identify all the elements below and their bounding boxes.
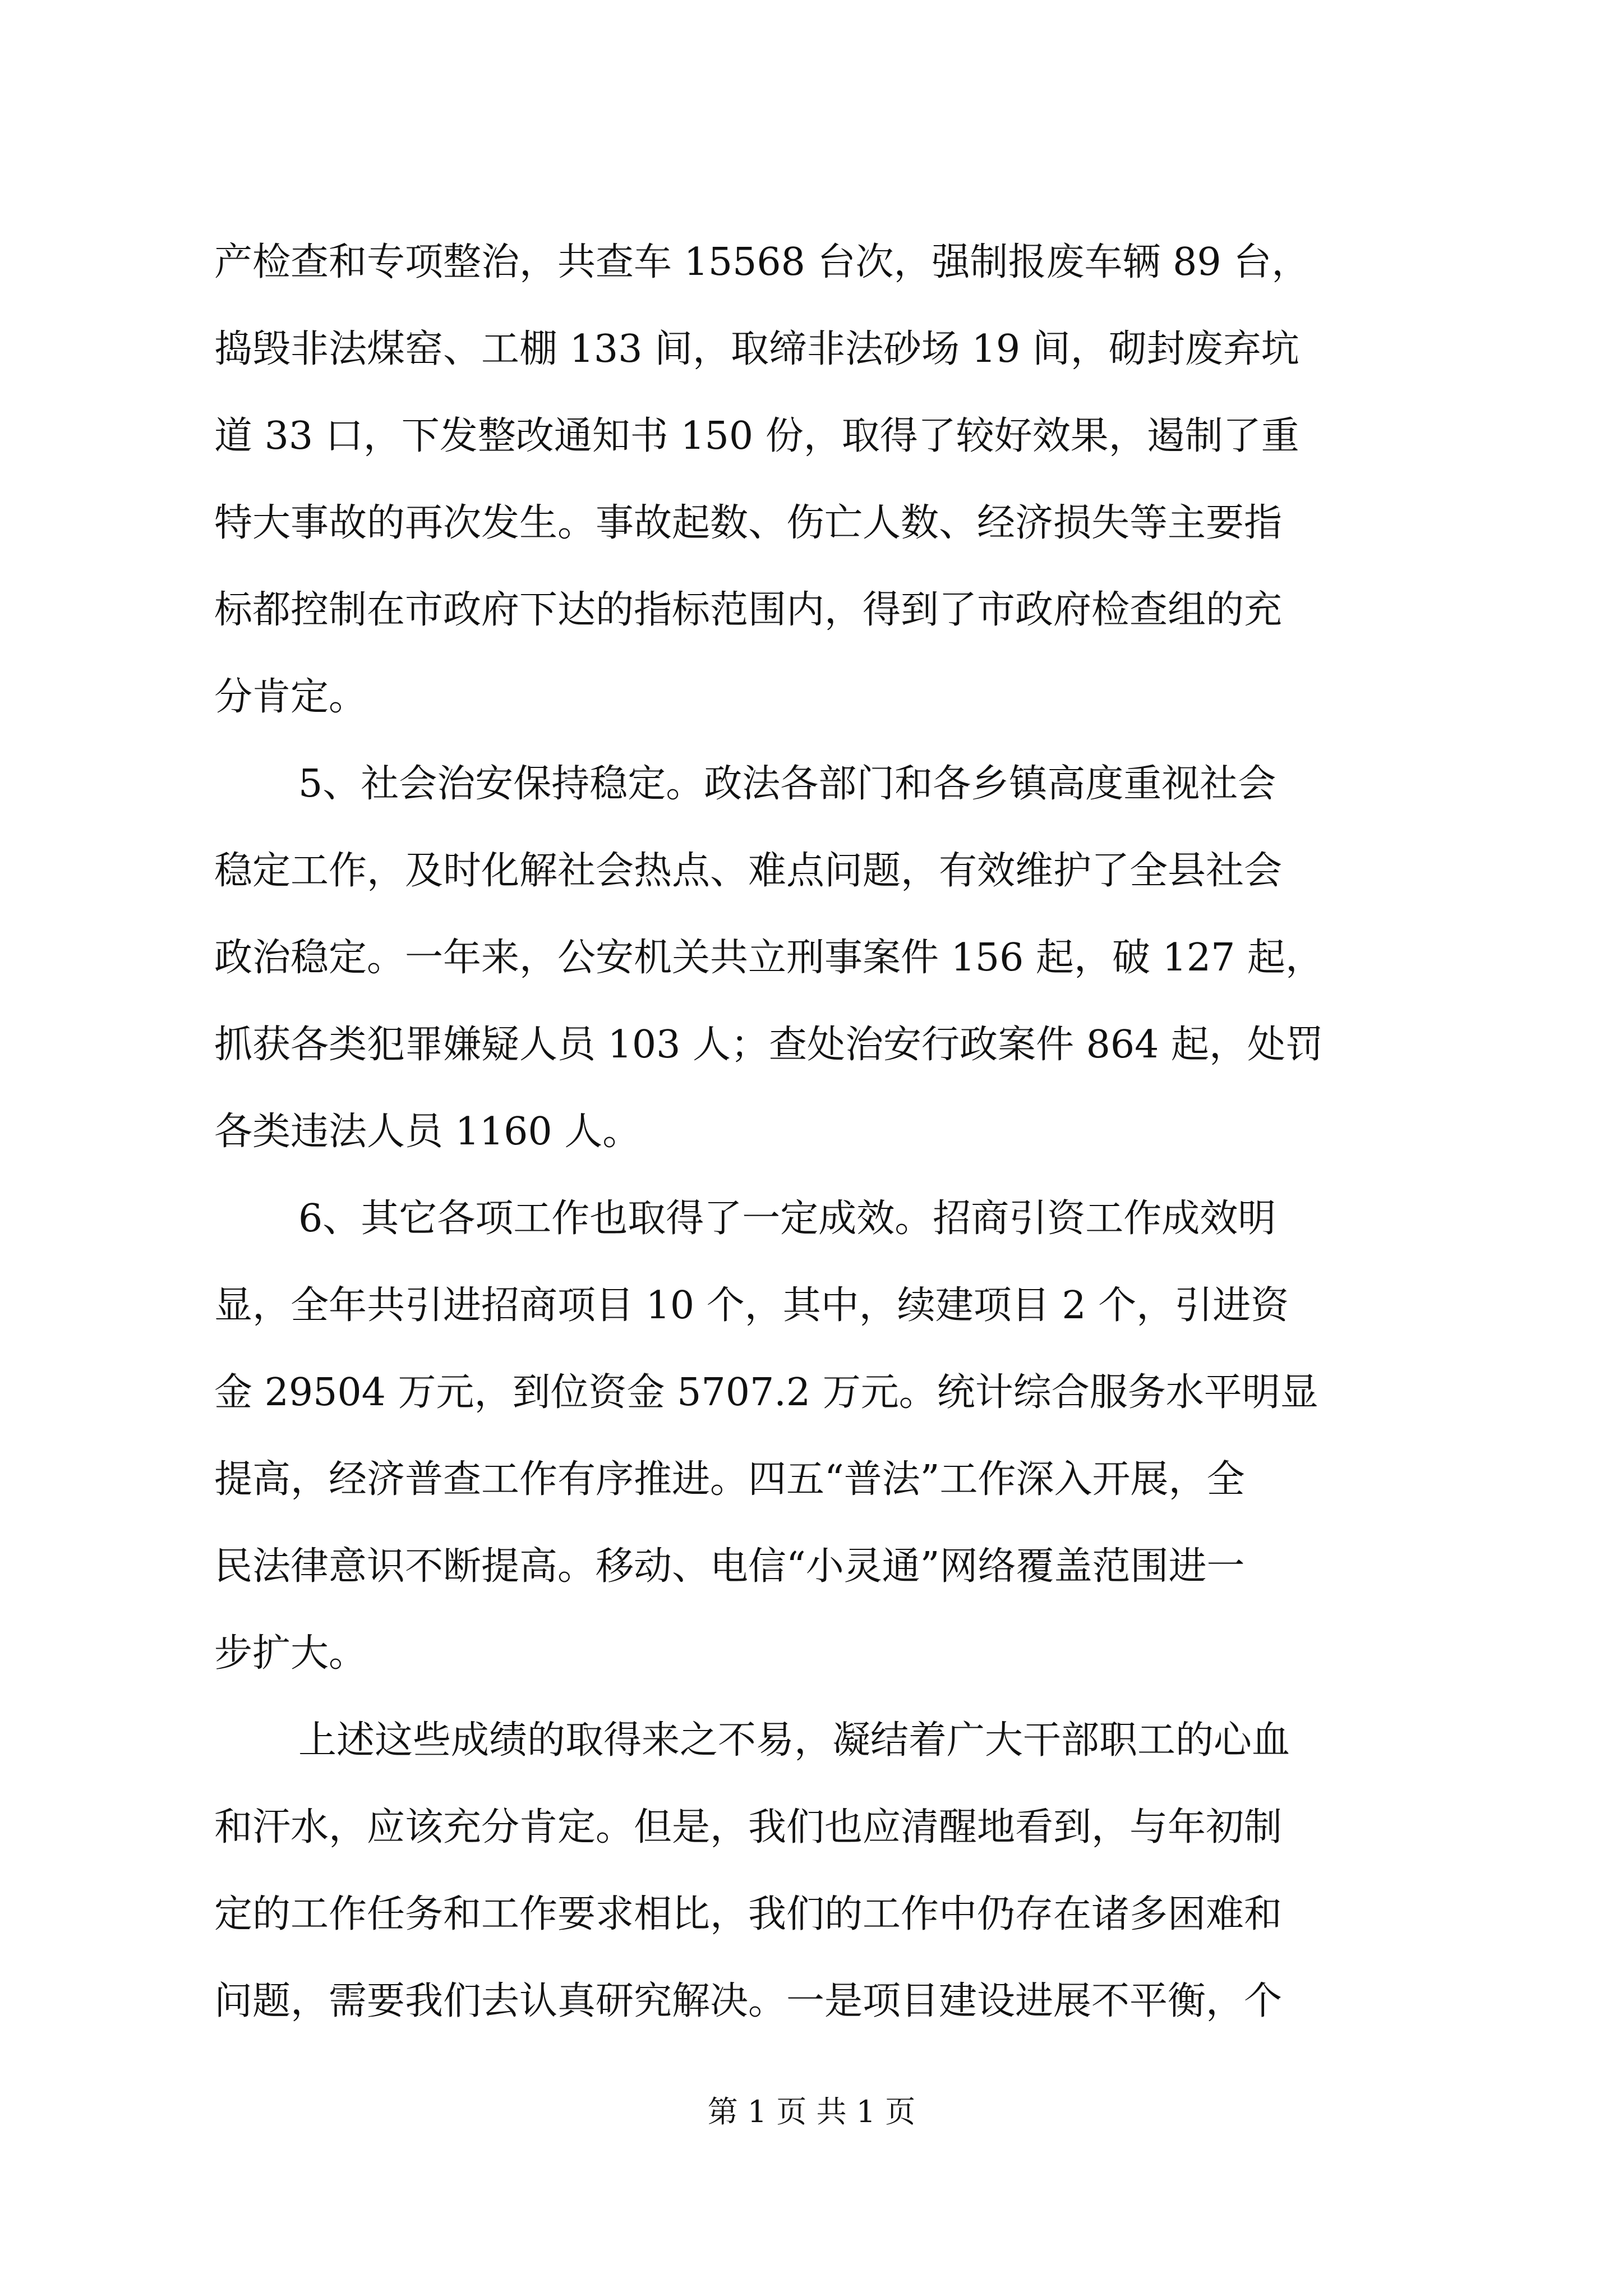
text-line: 产检查和专项整治，共查车 15568 台次，强制报废车辆 89 台， — [214, 240, 1310, 284]
text-line: 民法律意识不断提高。移动、电信“小灵通”网络覆盖范围进一 — [214, 1544, 1245, 1589]
text-line: 5、社会治安保持稳定。政法各部门和各乡镇高度重视社会 — [298, 762, 1276, 806]
text-line: 提高，经济普查工作有序推进。四五“普法”工作深入开展，全 — [214, 1457, 1245, 1502]
paragraph-public-security — [214, 740, 1414, 1175]
text-line: 金 29504 万元，到位资金 5707.2 万元。统计综合服务水平明显 — [214, 1370, 1318, 1415]
text-line: 和汗水，应该充分肯定。但是，我们也应清醒地看到，与年初制 — [214, 1805, 1283, 1849]
text-line: 政治稳定。一年来，公安机关共立刑事案件 156 起，破 127 起， — [214, 936, 1324, 980]
text-line: 步扩大。 — [214, 1631, 367, 1676]
text-line: 定的工作任务和工作要求相比，我们的工作中仍存在诸多困难和 — [214, 1892, 1283, 1936]
text-line: 稳定工作，及时化解社会热点、难点问题，有效维护了全县社会 — [214, 849, 1283, 893]
paragraph-other-work — [214, 1175, 1414, 1697]
text-line: 显，全年共引进招商项目 10 个，其中，续建项目 2 个，引进资 — [214, 1283, 1289, 1328]
text-line: 问题，需要我们去认真研究解决。一是项目建设进展不平衡，个 — [214, 1979, 1283, 2023]
paragraph-safety-inspection — [214, 219, 1414, 740]
text-line: 6、其它各项工作也取得了一定成效。招商引资工作成效明 — [298, 1197, 1276, 1241]
page-footer — [0, 2090, 1623, 2134]
page-number-label: 第 1 页 共 1 页 — [707, 2094, 916, 2129]
document-body — [214, 219, 1414, 2045]
text-line: 分肯定。 — [214, 675, 367, 719]
text-line: 各类违法人员 1160 人。 — [214, 1110, 641, 1154]
text-line: 抓获各类犯罪嫌疑人员 103 人；查处治安行政案件 864 起，处罚 — [214, 1023, 1324, 1067]
text-line: 捣毁非法煤窑、工棚 133 间，取缔非法砂场 19 间，砌封废弃坑 — [214, 327, 1299, 371]
text-line: 上述这些成绩的取得来之不易，凝结着广大干部职工的心血 — [298, 1718, 1290, 1763]
text-line: 道 33 口，下发整改通知书 150 份，取得了较好效果，遏制了重 — [214, 414, 1299, 458]
text-line: 标都控制在市政府下达的指标范围内，得到了市政府检查组的充 — [214, 588, 1283, 632]
paragraph-summary-problems — [214, 1697, 1414, 2045]
text-line: 特大事故的再次发生。事故起数、伤亡人数、经济损失等主要指 — [214, 501, 1283, 545]
